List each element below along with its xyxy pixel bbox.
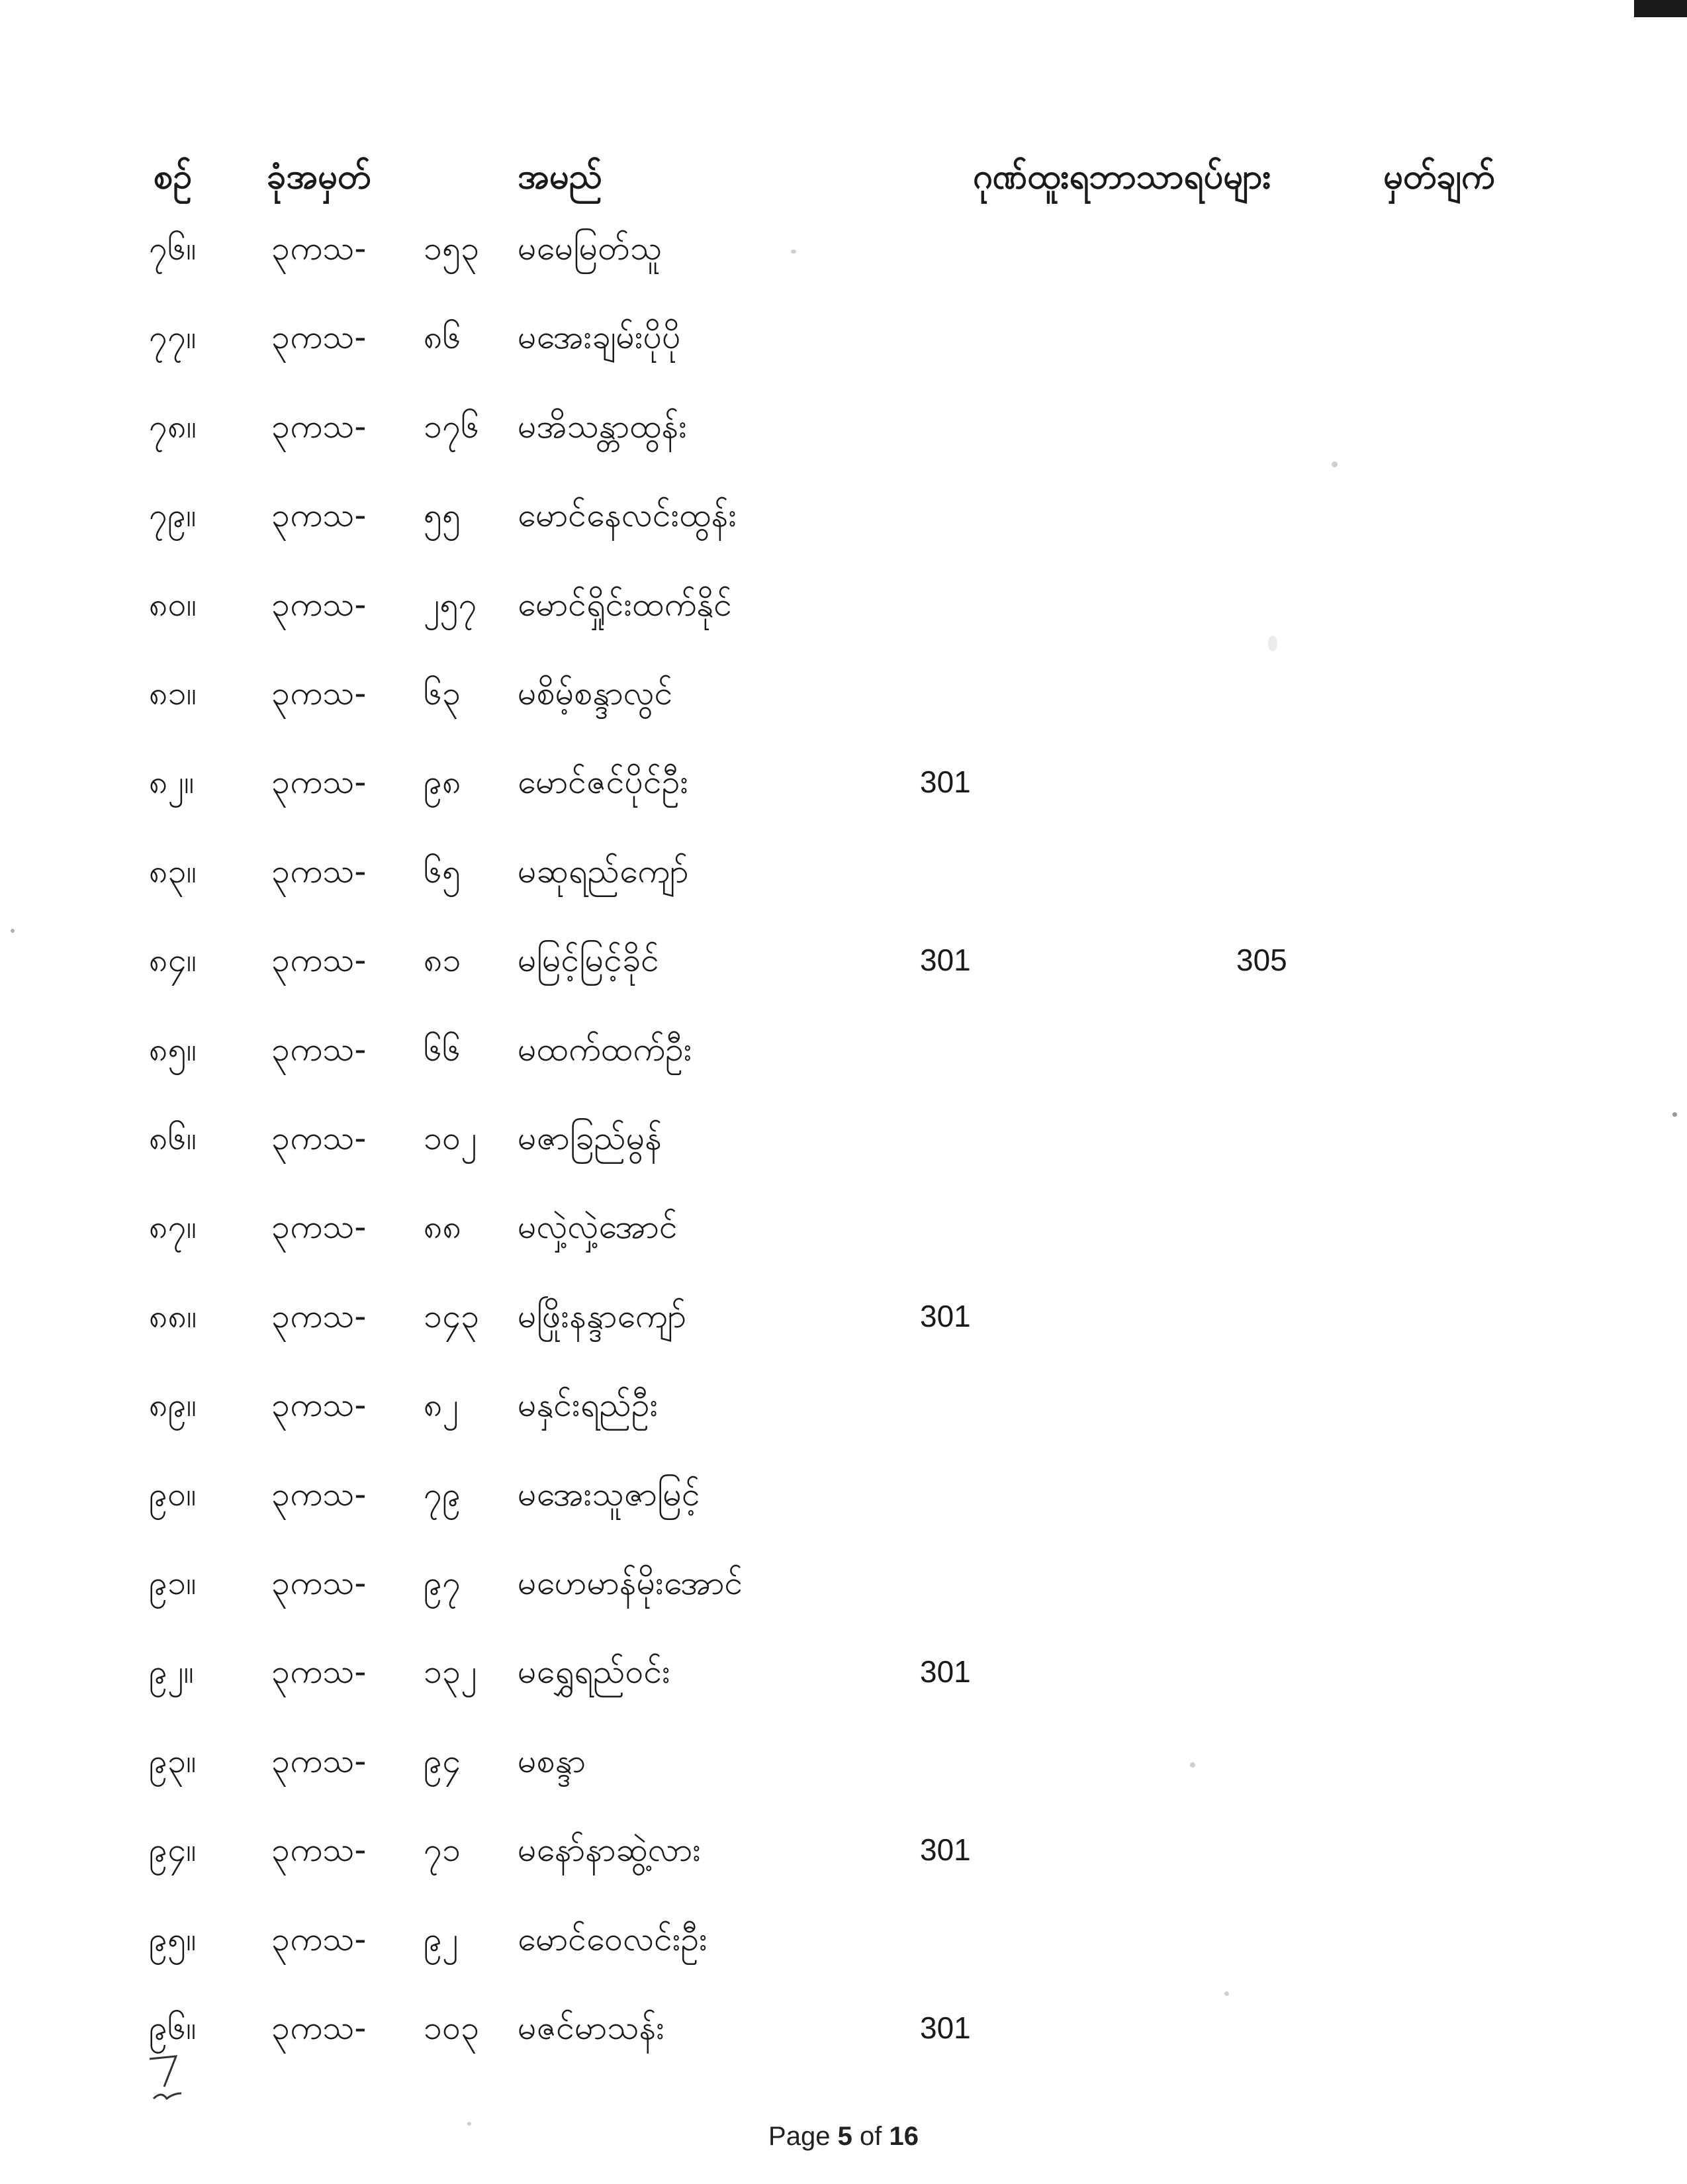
- student-name: မဇင်မာသန်း: [518, 2009, 665, 2047]
- table-row: [0, 1197, 1687, 1257]
- serial-no: ၇၆။: [149, 229, 197, 267]
- table-row: [0, 397, 1687, 456]
- roll-number: ၈၂: [424, 1386, 459, 1425]
- serial-no: ၈၃။: [149, 851, 197, 890]
- serial-no: ၈၅။: [149, 1029, 197, 1068]
- roll-prefix: ၃ကသ-: [271, 585, 367, 624]
- roll-number: ၁၅၃: [424, 229, 480, 267]
- serial-no: ၉၅။: [149, 1919, 197, 1958]
- roll-prefix: ၃ကသ-: [271, 1919, 367, 1958]
- table-row: [0, 1375, 1687, 1435]
- roll-prefix: ၃ကသ-: [271, 318, 367, 357]
- roll-prefix: ၃ကသ-: [271, 496, 367, 535]
- table-row: [0, 663, 1687, 723]
- elective-subject-1: 301: [920, 2011, 971, 2045]
- roll-prefix: ၃ကသ-: [271, 1119, 367, 1157]
- header-serial-no: စဥ်: [154, 157, 193, 197]
- roll-number: ၅၅: [424, 496, 461, 535]
- roll-prefix: ၃ကသ-: [271, 674, 367, 712]
- footer-page-word: Page: [768, 2122, 831, 2151]
- roll-prefix: ၃ကသ-: [271, 406, 367, 446]
- roll-prefix: ၃ကသ-: [271, 851, 367, 890]
- roll-number: ၉၂: [424, 1919, 459, 1958]
- elective-subject-2: 305: [1236, 943, 1287, 978]
- roll-prefix: ၃ကသ-: [271, 1296, 367, 1335]
- roll-prefix: ၃ကသ-: [271, 1741, 367, 1780]
- serial-no: ၈၇။: [149, 1208, 197, 1247]
- roll-prefix: ၃ကသ-: [271, 1474, 367, 1513]
- scan-speck: [1332, 461, 1338, 467]
- elective-subject-1: 301: [920, 1654, 971, 1689]
- roll-prefix: ၃ကသ-: [271, 1830, 367, 1870]
- elective-subject-1: 301: [920, 943, 971, 978]
- roll-prefix: ၃ကသ-: [271, 1564, 367, 1602]
- header-elective-subjects: ဂုဏ်ထူးရဘာသာရပ်များ: [973, 157, 1271, 197]
- student-name: မအိသန္တာထွန်း: [518, 406, 688, 446]
- table-row: [0, 1020, 1687, 1079]
- student-name: မမေမြတ်သူ: [518, 229, 662, 267]
- table-row: [0, 1731, 1687, 1791]
- roll-prefix: ၃ကသ-: [271, 763, 367, 802]
- elective-subject-1: 301: [920, 1832, 971, 1868]
- roll-number: ၂၅၇: [424, 585, 477, 624]
- serial-no: ၈၆။: [149, 1119, 197, 1157]
- roll-number: ၁၃၂: [424, 1652, 477, 1691]
- footer-of-word: of: [859, 2122, 882, 2151]
- table-row: [0, 485, 1687, 545]
- roll-number: ၉၄: [424, 1741, 461, 1780]
- serial-no: ၇၉။: [149, 496, 197, 535]
- roll-number: ၈၁: [424, 941, 461, 980]
- roll-number: ၇၁: [424, 1830, 461, 1870]
- student-name: မလှဲ့လှဲ့အောင်: [518, 1208, 678, 1247]
- roll-number: ၆၃: [424, 674, 461, 712]
- header-remark: မှတ်ချက်: [1383, 157, 1495, 197]
- student-name: မဆုရည်ကျော်: [518, 851, 689, 890]
- student-name: မောင်ရှိုင်းထက်နိုင်: [518, 585, 732, 624]
- roll-prefix: ၃ကသ-: [271, 2009, 367, 2047]
- student-name: မအေးချမ်းပိုပို: [518, 318, 681, 357]
- student-name: မောင်ဝေလင်းဦး: [518, 1919, 707, 1958]
- roll-number: ၆၅: [424, 851, 461, 890]
- student-name: မစန္ဒာ: [518, 1741, 586, 1780]
- serial-no: ၈၂။: [149, 763, 195, 802]
- table-row: [0, 1553, 1687, 1613]
- roll-prefix: ၃ကသ-: [271, 1652, 367, 1691]
- elective-subject-1: 301: [920, 765, 971, 800]
- table-row: [0, 1642, 1687, 1701]
- serial-no: ၈၈။: [149, 1296, 197, 1335]
- scan-speck: [467, 2122, 471, 2126]
- table-row: [0, 1820, 1687, 1879]
- table-row: [0, 841, 1687, 901]
- scan-speck: [1190, 1762, 1195, 1768]
- handwritten-mark: [144, 2052, 191, 2105]
- header-roll-no: ခုံအမှတ်: [267, 157, 371, 197]
- serial-no: ၉၀။: [149, 1474, 197, 1513]
- page-footer: [0, 2122, 1687, 2152]
- scan-speck: [1268, 636, 1277, 651]
- student-name: မမြင့်မြင့်ခိုင်: [518, 941, 659, 980]
- table-row: [0, 1464, 1687, 1524]
- serial-no: ၇၈။: [149, 406, 197, 446]
- serial-no: ၇၇။: [149, 318, 197, 357]
- student-name: မအေးသူဇာမြင့်: [518, 1474, 700, 1513]
- roll-prefix: ၃ကသ-: [271, 1386, 367, 1425]
- table-row: [0, 307, 1687, 367]
- header-name: အမည်: [518, 157, 602, 197]
- roll-number: ၈၆: [424, 318, 461, 357]
- serial-no: ၈၁။: [149, 674, 197, 712]
- roll-number: ၉၈: [424, 763, 461, 802]
- scan-speck: [11, 929, 15, 933]
- scan-speck: [791, 250, 796, 254]
- student-name: မောင်ဇင်ပိုင်ဦး: [518, 763, 689, 802]
- roll-number: ၁၄၃: [424, 1296, 480, 1335]
- serial-no: ၉၆။: [149, 2009, 197, 2047]
- serial-no: ၉၃။: [149, 1741, 197, 1780]
- table-row: [0, 218, 1687, 278]
- table-row: [0, 1108, 1687, 1168]
- serial-no: ၉၄။: [149, 1830, 197, 1870]
- scan-speck: [1672, 1112, 1677, 1117]
- table-row: [0, 930, 1687, 990]
- student-name: မဖြိုးနန္ဒာကျော်: [518, 1296, 687, 1335]
- table-row: [0, 1909, 1687, 1969]
- student-name: မထက်ထက်ဦး: [518, 1029, 692, 1068]
- roll-prefix: ၃ကသ-: [271, 1029, 367, 1068]
- student-name: မနော်နာဆွဲ့လား: [518, 1830, 702, 1870]
- table-row: [0, 1286, 1687, 1346]
- roll-number: ၁၀၂: [424, 1119, 477, 1157]
- roll-number: ၁၀၃: [424, 2009, 480, 2047]
- table-row: [0, 575, 1687, 634]
- roll-prefix: ၃ကသ-: [271, 1208, 367, 1247]
- serial-no: ၉၂။: [149, 1652, 194, 1691]
- roll-number: ၆၆: [424, 1029, 461, 1068]
- roll-number: ၇၉: [424, 1474, 461, 1513]
- roll-prefix: ၃ကသ-: [271, 941, 367, 980]
- roll-number: ၁၇၆: [424, 406, 480, 446]
- student-name: မနှင်းရည်ဦး: [518, 1386, 659, 1425]
- roll-number: ၈၈: [424, 1208, 462, 1247]
- serial-no: ၉၁။: [149, 1564, 197, 1602]
- roll-prefix: ၃ကသ-: [271, 229, 367, 267]
- scan-speck: [1224, 1991, 1229, 1996]
- serial-no: ၈၀။: [149, 585, 197, 624]
- table-header: [0, 147, 1687, 207]
- footer-current-page: 5: [837, 2122, 852, 2151]
- roll-number: ၉၇: [424, 1564, 461, 1602]
- serial-no: ၈၄။: [149, 941, 197, 980]
- footer-total-pages: 16: [889, 2122, 919, 2151]
- table-row: [0, 752, 1687, 812]
- table-row: [0, 1998, 1687, 2058]
- student-name: မရွှေရည်ဝင်း: [518, 1652, 670, 1691]
- serial-no: ၈၉။: [149, 1386, 197, 1425]
- student-name: မဟေမာန်မိုးအောင်: [518, 1564, 743, 1602]
- student-name: မဇာခြည်မွန်: [518, 1119, 662, 1157]
- student-name: မစိမ့်စန္ဒာလွင်: [518, 674, 673, 712]
- elective-subject-1: 301: [920, 1298, 971, 1333]
- student-name: မောင်နေလင်းထွန်း: [518, 496, 737, 535]
